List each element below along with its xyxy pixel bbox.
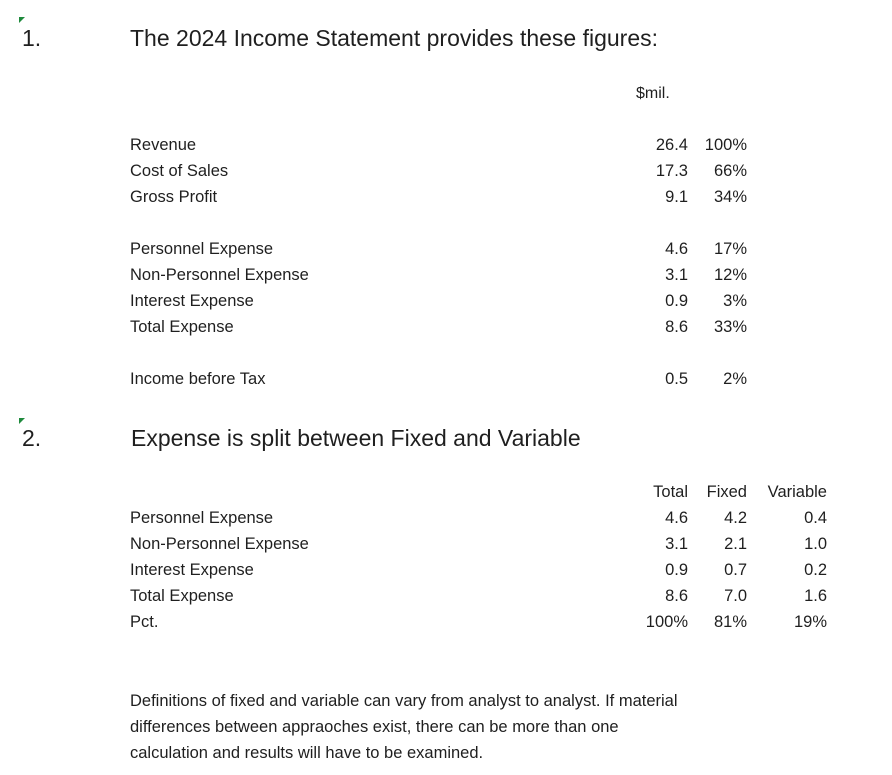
row-label: Total Expense xyxy=(130,318,234,336)
unit-label: $mil. xyxy=(636,85,670,102)
column-header-variable: Variable xyxy=(767,483,827,501)
cell-comment-marker xyxy=(19,17,25,23)
row-value: 0.5 xyxy=(665,370,688,388)
row-total: 4.6 xyxy=(665,509,688,527)
row-label: Non-Personnel Expense xyxy=(130,266,309,284)
row-variable: 0.2 xyxy=(804,561,827,579)
row-value: 0.9 xyxy=(665,292,688,310)
row-label: Cost of Sales xyxy=(130,162,229,180)
row-fixed: 2.1 xyxy=(724,535,747,553)
note-line: calculation and results will have to be examined. xyxy=(130,744,484,762)
row-value: 4.6 xyxy=(665,240,688,258)
row-variable: 1.6 xyxy=(804,587,827,605)
note-line: Definitions of fixed and variable can vary from analyst to analyst. If material xyxy=(130,692,678,710)
definitions-note xyxy=(130,688,770,766)
row-variable: 19% xyxy=(793,613,827,631)
column-header-fixed: Fixed xyxy=(706,483,747,501)
section-number-1: 1. xyxy=(22,25,42,51)
row-label: Interest Expense xyxy=(130,561,254,579)
row-label: Non-Personnel Expense xyxy=(130,535,309,553)
row-value: 26.4 xyxy=(655,136,688,154)
row-label: Personnel Expense xyxy=(130,509,274,527)
row-total: 8.6 xyxy=(665,587,688,605)
row-value: 3.1 xyxy=(665,266,688,284)
row-label: Pct. xyxy=(130,613,159,631)
section-heading-2: Expense is split between Fixed and Variable xyxy=(131,425,581,451)
column-header-total: Total xyxy=(653,483,688,501)
row-percent: 33% xyxy=(713,318,747,336)
row-percent: 100% xyxy=(704,136,747,154)
section-heading-1: The 2024 Income Statement provides these figures: xyxy=(130,25,659,51)
row-label: Gross Profit xyxy=(130,188,218,206)
row-value: 9.1 xyxy=(665,188,688,206)
row-percent: 2% xyxy=(723,370,747,388)
row-percent: 34% xyxy=(713,188,747,206)
section-number-2: 2. xyxy=(22,425,42,451)
row-label: Revenue xyxy=(130,136,197,154)
row-value: 17.3 xyxy=(655,162,688,180)
row-fixed: 0.7 xyxy=(724,561,747,579)
row-value: 8.6 xyxy=(665,318,688,336)
row-total: 100% xyxy=(645,613,688,631)
row-fixed: 81% xyxy=(713,613,747,631)
row-label: Interest Expense xyxy=(130,292,254,310)
row-label: Income before Tax xyxy=(130,370,266,388)
row-label: Personnel Expense xyxy=(130,240,274,258)
row-percent: 17% xyxy=(713,240,747,258)
note-line: differences between appraoches exist, there can be more than one xyxy=(130,718,619,736)
row-percent: 12% xyxy=(713,266,747,284)
row-percent: 3% xyxy=(723,292,747,310)
row-variable: 0.4 xyxy=(804,509,827,527)
row-total: 3.1 xyxy=(665,535,688,553)
row-label: Total Expense xyxy=(130,587,234,605)
row-percent: 66% xyxy=(713,162,747,180)
row-fixed: 7.0 xyxy=(724,587,747,605)
row-variable: 1.0 xyxy=(804,535,827,553)
row-fixed: 4.2 xyxy=(724,509,747,527)
row-total: 0.9 xyxy=(665,561,688,579)
